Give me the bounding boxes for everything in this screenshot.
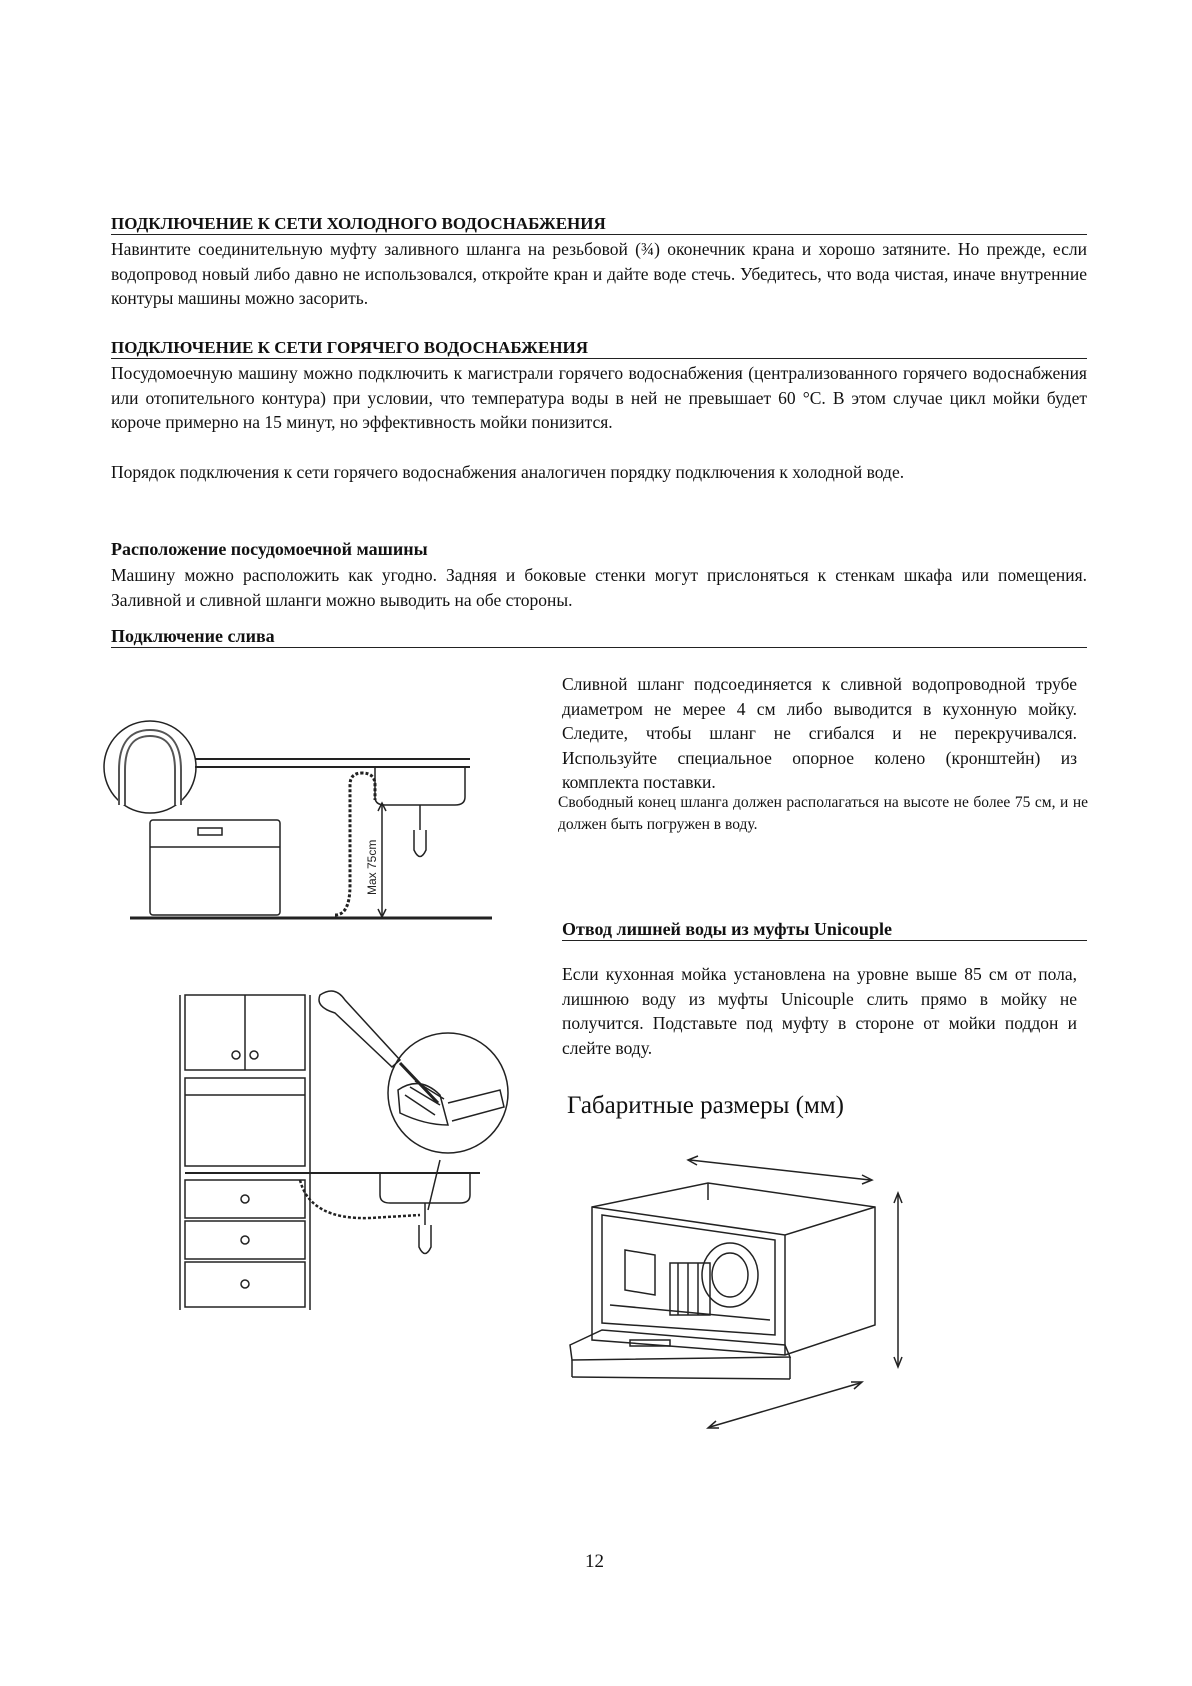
unicouple-heading: Отвод лишней воды из муфты Unicouple [562, 918, 1087, 941]
hot-water-text-2: Порядок подключения к сети горячего водоснабжения аналогичен порядку подключения к холодной воде. [111, 462, 905, 482]
drain-text: Сливной шланг подсоединяется к сливной водопроводной трубе диаметром не мерее 4 см либо выводится в кухонную мойку. Следите, чтобы шланг не сгибался и не перекручивался. Используйте специальное опорное колено (кронштейн) из комплекта поставки. [562, 674, 1077, 792]
drain-heading: Подключение слива [111, 625, 1087, 648]
cold-water-heading: ПОДКЛЮЧЕНИЕ К СЕТИ ХОЛОДНОГО ВОДОСНАБЖЕНИЯ [111, 214, 1087, 235]
hot-water-text-1: Посудомоечную машину можно подключить к магистрали горячего водоснабжения (централизованного горячего водоснабжения или отопительного контура) при условии, что температура воды в ней не превышает 60 °С. В этом случае цикл мойки будет короче примерно на 15 минут, но эффективность мойки понизится. [111, 363, 1087, 432]
placement-heading: Расположение посудомоечной машины [111, 539, 428, 559]
built-in-dishwasher [185, 1078, 305, 1166]
unicouple-diagram [170, 985, 540, 1315]
drain-note: Свободный конец шланга должен располагаться на высоте не более 75 см, и не должен быть погружен в воду. [558, 794, 1088, 833]
hot-water-heading: ПОДКЛЮЧЕНИЕ К СЕТИ ГОРЯЧЕГО ВОДОСНАБЖЕНИЯ [111, 338, 1087, 359]
max-height-label: Max 75cm [365, 839, 379, 895]
drain-hose-diagram [100, 715, 500, 925]
page-number: 12 [585, 1551, 604, 1572]
cold-water-text: Навинтите соединительную муфту заливного шланга на резьбовой (¾) оконечник крана и хорошо затяните. Но прежде, если водопровод новый либо давно не использовался, откройте кран и дайте воде стечь. Убедитесь, что вода чистая, иначе внутренние контуры машины можно засорить. [111, 239, 1087, 308]
dimensions-title: Габаритные размеры (мм) [567, 1092, 844, 1119]
unicouple-text: Если кухонная мойка установлена на уровне выше 85 см от пола, лишнюю воду из муфты Unicouple слить прямо в мойку не получится. Подставьте под муфту в стороне от мойки поддон и слейте воду. [562, 964, 1077, 1058]
dimensions-diagram [530, 1145, 920, 1445]
dishwasher-body [592, 1183, 875, 1355]
screwdriver [319, 991, 400, 1067]
placement-text: Машину можно расположить как угодно. Задняя и боковые стенки могут прислоняться к стенкам шкафа или помещения. Заливной и сливной шланги можно выводить на обе стороны. [111, 565, 1087, 610]
